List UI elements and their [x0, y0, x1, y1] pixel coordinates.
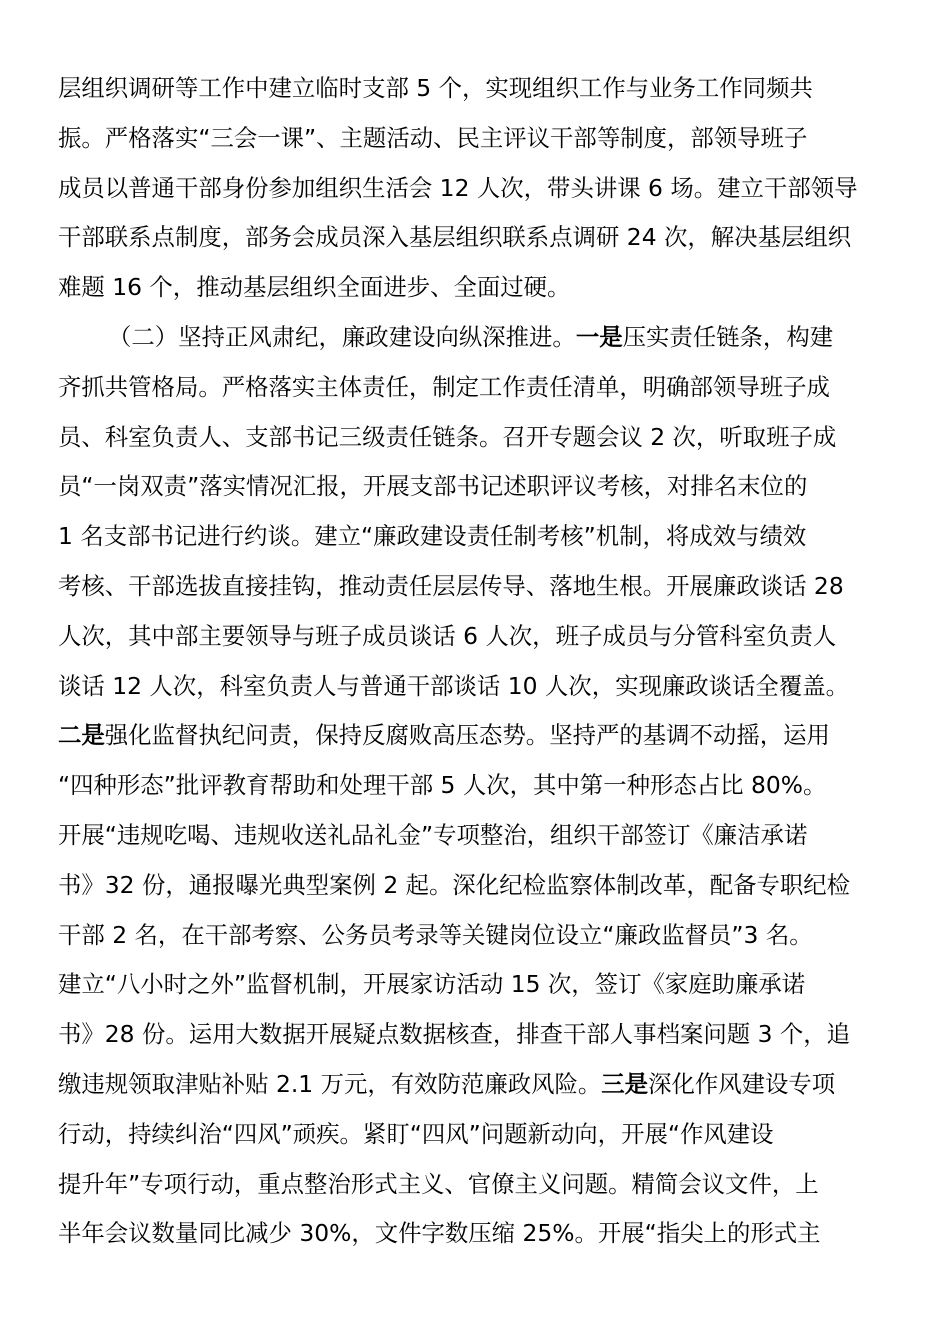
text-run: 齐抓共管格局。严格落实主体责任，制定工作责任清单，明确部领导班子成: [58, 372, 830, 401]
text-line: [58, 462, 892, 512]
text-run: “四种形态”批评教育帮助和处理干部 5 人次，其中第一种形态占比 80%。: [58, 771, 827, 800]
text-run: 提升年”专项行动，重点整治形式主义、官僚主义问题。精简会议文件，上: [58, 1169, 819, 1198]
text-run: 建立“八小时之外”监督机制，开展家访活动 15 次，签订《家庭助廉承诺: [58, 970, 806, 999]
text-run: 半年会议数量同比减少 30%，文件字数压缩 25%。开展“指尖上的形式主: [58, 1219, 821, 1248]
bold-marker: 三是: [601, 1069, 649, 1098]
text-line: [58, 164, 892, 214]
text-run: 谈话 12 人次，科室负责人与普通干部谈话 10 人次，实现廉政谈话全覆盖。: [58, 671, 849, 700]
text-run: 成员以普通干部身份参加组织生活会 12 人次，带头讲课 6 场。建立干部领导: [58, 173, 858, 202]
text-run: 缴违规领取津贴补贴 2.1 万元，有效防范廉政风险。: [58, 1069, 602, 1098]
text-run: 人次，其中部主要领导与班子成员谈话 6 人次，班子成员与分管科室负责人: [58, 621, 837, 650]
text-line: [58, 761, 892, 811]
text-run: 书》32 份，通报曝光典型案例 2 起。深化纪检监察体制改革，配备专职纪检: [58, 870, 851, 899]
text-line: [58, 1160, 892, 1210]
text-run: 层组织调研等工作中建立临时支部 5 个，实现组织工作与业务工作同频共: [58, 74, 813, 102]
text-line: [58, 562, 892, 612]
text-run: 难题 16 个，推动基层组织全面进步、全面过硬。: [58, 273, 571, 302]
text-line: [58, 861, 892, 911]
text-line: [58, 1010, 892, 1060]
text-run: 开展“违规吃喝、违规收送礼品礼金”专项整治，组织干部签订《廉洁承诺: [58, 820, 808, 849]
text-line: [58, 263, 892, 313]
text-line: [58, 662, 892, 712]
text-line: [58, 960, 892, 1010]
text-run: 振。严格落实“三会一课”、主题活动、民主评议干部等制度，部领导班子: [58, 123, 808, 152]
text-run: （二）坚持正风肃纪，廉政建设向纵深推进。: [108, 322, 576, 351]
text-line: [58, 811, 892, 861]
text-line: [58, 64, 892, 114]
text-run: 压实责任链条，构建: [622, 322, 834, 351]
text-line: [58, 911, 892, 961]
text-line: [58, 1209, 892, 1259]
text-run: 深化作风建设专项: [648, 1069, 836, 1098]
text-line: [58, 413, 892, 463]
text-line: [58, 512, 892, 562]
text-run: 行动，持续纠治“四风”顽疾。紧盯“四风”问题新动向，开展“作风建设: [58, 1119, 774, 1148]
text-run: 书》28 份。运用大数据开展疑点数据核查，排查干部人事档案问题 3 个，追: [58, 1020, 851, 1049]
section-heading-line: [58, 313, 892, 363]
text-line: [58, 213, 892, 263]
text-run: 干部联系点制度，部务会成员深入基层组织联系点调研 24 次，解决基层组织: [58, 223, 852, 252]
document-page: [58, 64, 892, 1259]
text-line: [58, 1060, 892, 1110]
text-line: [58, 114, 892, 164]
text-run: 强化监督执纪问责，保持反腐败高压态势。坚持严的基调不动摇，运用: [104, 721, 830, 750]
text-run: 考核、干部选拔直接挂钩，推动责任层层传导、落地生根。开展廉政谈话 28: [58, 571, 844, 600]
text-line: [58, 1110, 892, 1160]
bold-marker: 二是: [58, 721, 105, 750]
text-line: [58, 363, 892, 413]
text-line: [58, 612, 892, 662]
text-run: 员、科室负责人、支部书记三级责任链条。召开专题会议 2 次，听取班子成: [58, 422, 837, 451]
text-run: 干部 2 名，在干部考察、公务员考录等关键岗位设立“廉政监督员”3 名。: [58, 920, 813, 949]
text-run: 1 名支部书记进行约谈。建立“廉政建设责任制考核”机制，将成效与绩效: [58, 522, 807, 551]
text-run: 员“一岗双责”落实情况汇报，开展支部书记述职评议考核，对排名末位的: [58, 472, 808, 501]
text-line: [58, 711, 892, 761]
bold-marker: 一是: [575, 322, 623, 351]
